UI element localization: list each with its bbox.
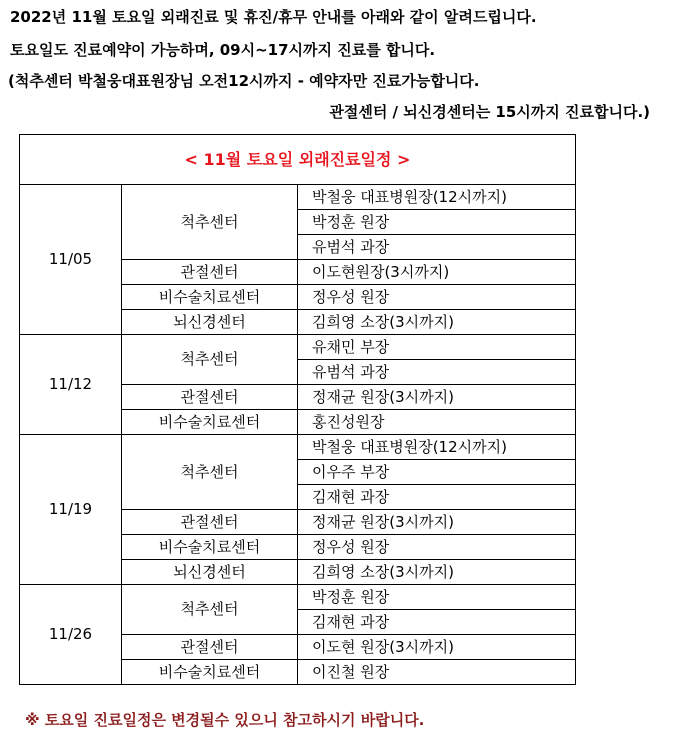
doctor-cell: 이진철 원장 <box>298 660 576 685</box>
date-cell: 11/12 <box>20 335 122 435</box>
date-cell: 11/19 <box>20 435 122 585</box>
doctor-cell: 정우성 원장 <box>298 535 576 560</box>
table-title: < 11월 토요일 외래진료일정 > <box>20 135 576 185</box>
doctor-cell: 이도현 원장(3시까지) <box>298 635 576 660</box>
doctor-cell: 이우주 부장 <box>298 460 576 485</box>
department-cell: 관절센터 <box>122 635 298 660</box>
department-cell: 비수술치료센터 <box>122 535 298 560</box>
department-cell: 척추센터 <box>122 335 298 385</box>
department-cell: 관절센터 <box>122 385 298 410</box>
date-cell: 11/05 <box>20 185 122 335</box>
department-cell: 비수술치료센터 <box>122 660 298 685</box>
department-cell: 척추센터 <box>122 585 298 635</box>
doctor-cell: 유범석 과장 <box>298 360 576 385</box>
doctor-cell: 정우성 원장 <box>298 285 576 310</box>
department-cell: 척추센터 <box>122 435 298 510</box>
doctor-cell: 박정훈 원장 <box>298 210 576 235</box>
notice-line-2: 토요일도 진료예약이 가능하며, 09시~17시까지 진료를 합니다. <box>10 41 436 59</box>
notice-line-3: (척추센터 박철웅대표원장님 오전12시까지 - 예약자만 진료가능합니다. <box>8 72 480 90</box>
doctor-cell: 홍진성원장 <box>298 410 576 435</box>
doctor-cell: 김재현 과장 <box>298 610 576 635</box>
schedule-table <box>19 134 576 685</box>
date-cell: 11/26 <box>20 585 122 685</box>
department-cell: 뇌신경센터 <box>122 310 298 335</box>
department-cell: 비수술치료센터 <box>122 285 298 310</box>
doctor-cell: 김희영 소장(3시까지) <box>298 310 576 335</box>
table-title-row <box>20 135 576 185</box>
table-row <box>20 435 576 460</box>
footnote: ※ 토요일 진료일정은 변경될수 있으니 참고하시기 바랍니다. <box>25 711 425 729</box>
doctor-cell: 김희영 소장(3시까지) <box>298 560 576 585</box>
department-cell: 관절센터 <box>122 260 298 285</box>
department-cell: 뇌신경센터 <box>122 560 298 585</box>
department-cell: 척추센터 <box>122 185 298 260</box>
doctor-cell: 이도현원장(3시까지) <box>298 260 576 285</box>
doctor-cell: 김재현 과장 <box>298 485 576 510</box>
doctor-cell: 정재균 원장(3시까지) <box>298 510 576 535</box>
doctor-cell: 박철웅 대표병원장(12시까지) <box>298 185 576 210</box>
department-cell: 관절센터 <box>122 510 298 535</box>
doctor-cell: 박정훈 원장 <box>298 585 576 610</box>
doctor-cell: 유채민 부장 <box>298 335 576 360</box>
doctor-cell: 박철웅 대표병원장(12시까지) <box>298 435 576 460</box>
notice-line-4: 관절센터 / 뇌신경센터는 15시까지 진료합니다.) <box>329 103 650 121</box>
table-row <box>20 585 576 610</box>
doctor-cell: 정재균 원장(3시까지) <box>298 385 576 410</box>
table-row <box>20 335 576 360</box>
doctor-cell: 유범석 과장 <box>298 235 576 260</box>
notice-line-1: 2022년 11월 토요일 외래진료 및 휴진/휴무 안내를 아래와 같이 알려드립니다. <box>10 8 537 26</box>
table-row <box>20 185 576 210</box>
department-cell: 비수술치료센터 <box>122 410 298 435</box>
